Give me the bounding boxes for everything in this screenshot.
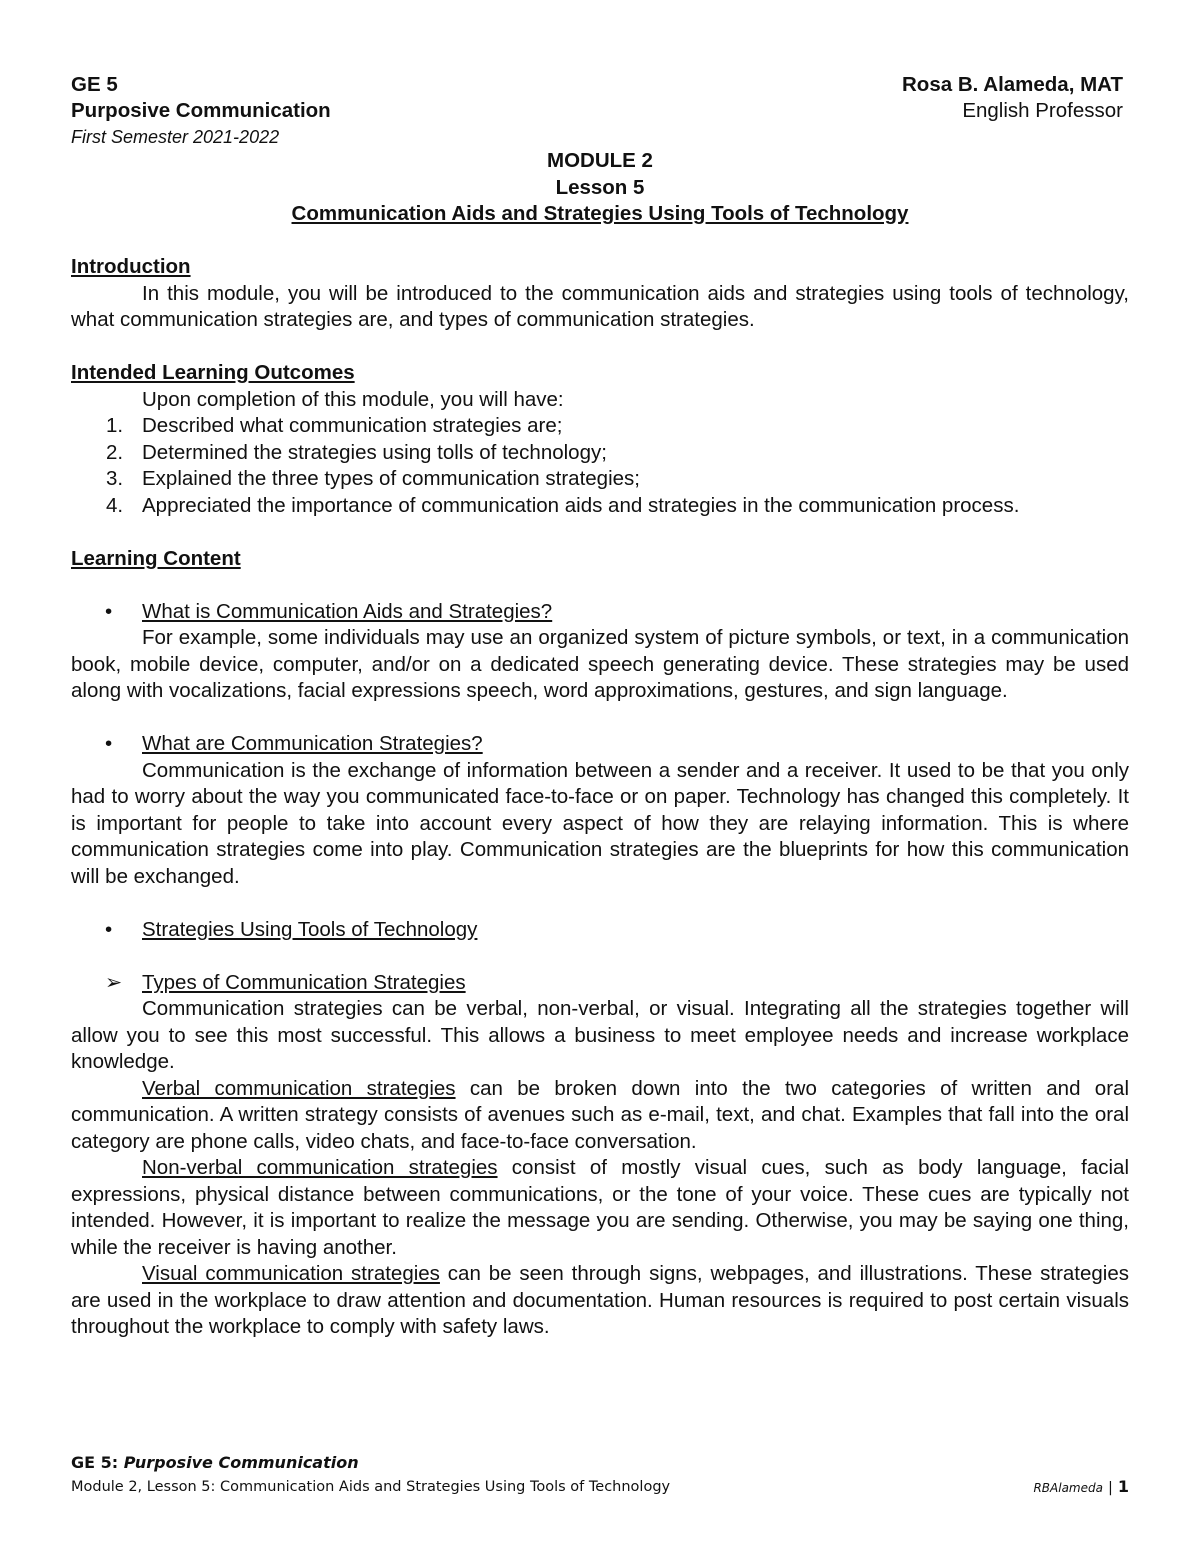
verbal-label: Verbal communication strategies — [142, 1076, 456, 1100]
visual-paragraph: Visual communication strategies can be seen through signs, webpages, and illustrations. These strategies are used in the workplace to draw attention and documentation. Human resources is required to post certain visuals throughout the workplace to comply with safety laws. — [71, 1262, 1129, 1338]
introduction-heading: Introduction — [71, 255, 191, 278]
course-title: Purposive Communication — [71, 99, 331, 122]
section-types-of-strategies — [71, 970, 1129, 997]
arrow-bullet-icon: ➢ — [105, 970, 123, 994]
footer-module-line: Module 2, Lesson 5: Communication Aids and Strategies Using Tools of Technology RBAlameda | 1 — [71, 1476, 1129, 1498]
lesson-title: Communication Aids and Strategies Using Tools of Technology — [291, 202, 909, 225]
nonverbal-paragraph: Non-verbal communication strategies consist of mostly visual cues, such as body language, facial expressions, physical distance between communications, or the tone of your voice. These cues are typically not intended. However, it is important to realize the message you are sending. Otherwise, you may be saying one thing, while the receiver is having another. — [71, 1156, 1129, 1259]
page-number: 1 — [1117, 1477, 1129, 1496]
section-title: What are Communication Strategies? — [142, 732, 483, 755]
document-body — [71, 254, 1129, 1341]
section-tools-of-technology — [71, 917, 1129, 944]
section-title: Strategies Using Tools of Technology — [142, 917, 478, 941]
footer-course: GE 5: Purposive Communication — [71, 1453, 359, 1472]
lesson-label: Lesson 5 — [555, 175, 645, 199]
verbal-paragraph: Verbal communication strategies can be broken down into the two categories of written and oral communication. A written strategy consists of avenues such as e-mail, text, and chat. Examples that fall into the oral category are phone calls, video chats, and face-to-face conversation. — [71, 1076, 1129, 1153]
nonverbal-label: Non-verbal communication strategies — [142, 1156, 498, 1179]
outcomes-heading: Intended Learning Outcomes — [71, 361, 355, 384]
author-title: English Professor — [962, 99, 1123, 122]
section-title: What is Communication Aids and Strategies? — [142, 599, 553, 623]
section-text: Communication strategies can be verbal, non-verbal, or visual. Integrating all the strategies together will allow you to see this most successful. This allows a business to meet employee needs and increase workplace knowledge. — [71, 997, 1129, 1073]
header-left — [71, 72, 331, 150]
bullet-icon: • — [105, 917, 113, 941]
course-code: GE 5 — [71, 73, 118, 96]
outcomes-lead: Upon completion of this module, you will have: — [142, 387, 564, 411]
title-block — [0, 148, 1200, 228]
section-text: For example, some individuals may use an organized system of picture symbols, or text, in a communication book, mobile device, computer, and/or on a dedicated speech generating device. These strategies may be used along with vocalizations, facial expressions speech, word approximations, gestures, and sign language. — [71, 626, 1129, 702]
footer-page-info: RBAlameda | 1 — [1033, 1477, 1129, 1496]
section-text: Communication is the exchange of information between a sender and a receiver. It used to be that you only had to worry about the way you communicated face-to-face or on paper. Technology has changed this completely. It is important for people to take into account every aspect of how they are relaying information. This is where communication strategies come into play. Communication strategies are the blueprints for how this communication will be exchanged. — [71, 758, 1129, 888]
module-label: MODULE 2 — [547, 149, 653, 172]
author-name: Rosa B. Alameda, MAT — [902, 73, 1123, 96]
introduction-text: In this module, you will be introduced to the communication aids and strategies using tools of technology, what communication strategies are, and types of communication strategies. — [71, 281, 1129, 331]
section-what-is-aids — [71, 599, 1129, 626]
list-item: 2. Determined the strategies using tolls of technology; — [106, 440, 607, 464]
list-item: 3. Explained the three types of communication strategies; — [106, 467, 640, 490]
bullet-icon: • — [105, 732, 113, 755]
footer-author: RBAlameda — [1033, 1481, 1103, 1495]
page-footer — [71, 1452, 1129, 1498]
header-right — [902, 72, 1123, 124]
bullet-icon: • — [105, 599, 113, 623]
outcomes-list — [71, 413, 1129, 519]
semester: First Semester 2021-2022 — [71, 127, 280, 147]
list-item: 1. Described what communication strategies are; — [106, 414, 563, 437]
learning-content-heading: Learning Content — [71, 546, 241, 570]
section-title: Types of Communication Strategies — [142, 970, 466, 994]
list-item: 4. Appreciated the importance of communication aids and strategies in the communication process. — [106, 493, 1020, 517]
section-what-are-strategies — [71, 731, 1129, 758]
visual-label: Visual communication strategies — [142, 1262, 440, 1285]
